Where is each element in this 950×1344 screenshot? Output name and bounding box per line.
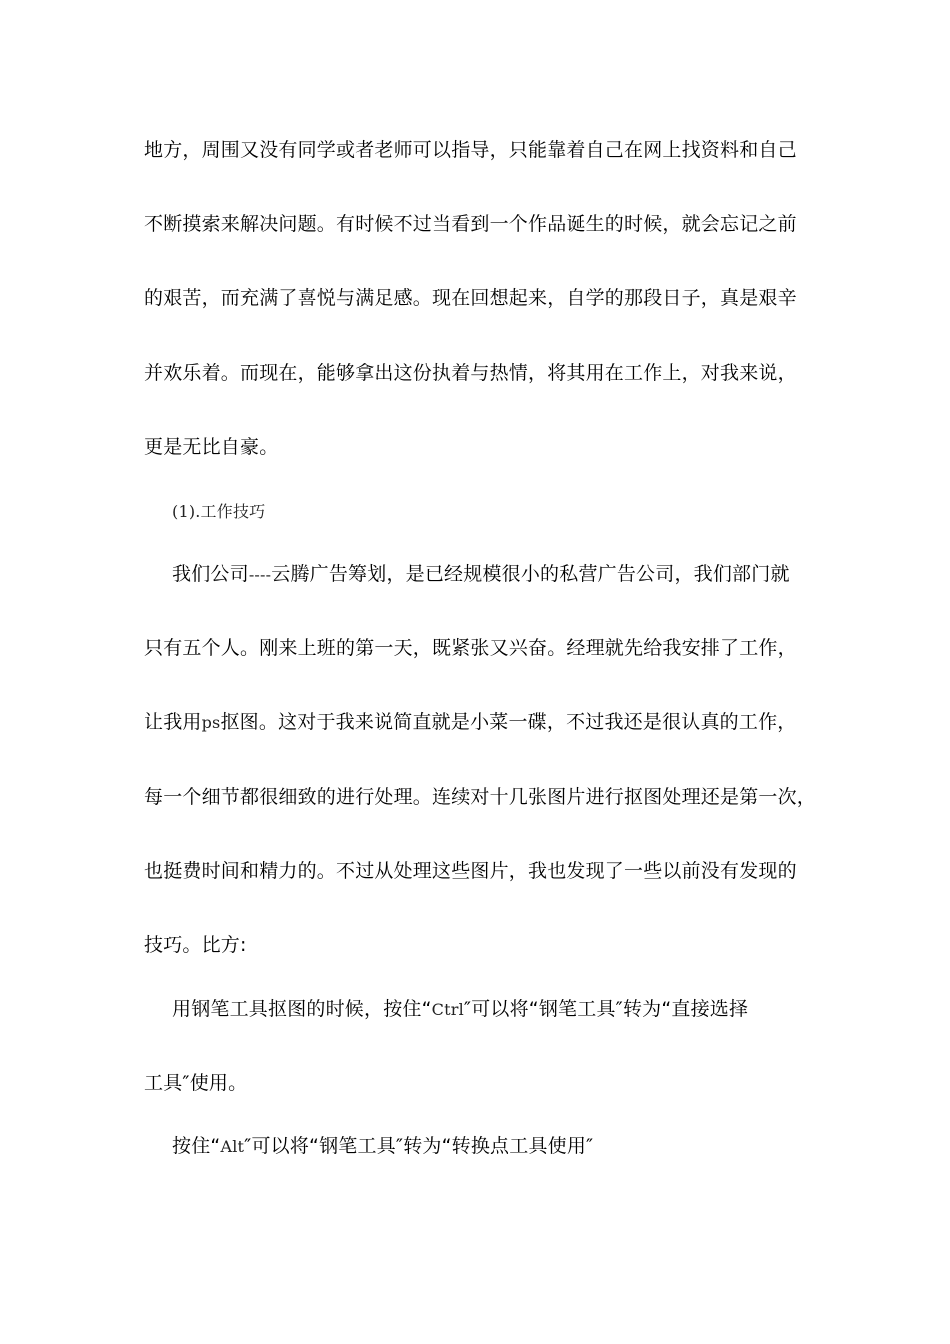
paragraph-4-line-1 [172,1133,852,1160]
paragraph-1-line-5: 更是无比自豪。 [144,436,279,458]
section-heading-text: (1).工作技巧 [172,502,266,521]
paragraph-2-line-3-end: 抠图。这对于我来说简直就是小菜一碟，不过我还是很认真的工作， [220,711,797,733]
paragraph-2-line-1-start: 我们公司 [172,563,249,585]
paragraph-1-line-3: 的艰苦，而充满了喜悦与满足感。现在回想起来，自学的那段日子，真是艰辛 [144,287,797,309]
paragraph-2-line-1-end: 云腾广告筹划，是已经规模很小的私营广告公司，我们部门就 [271,563,790,585]
paragraph-3-line-2: 工具″使用。 [144,1072,248,1094]
paragraph-2-line-4: 每一个细节都很细致的进行处理。连续对十几张图片进行抠图处理还是第一次， [144,786,817,808]
paragraph-3-line-1-end: ″可以将“钢笔工具″转为“直接选择 [463,998,749,1020]
paragraph-1-line-4: 并欢乐着。而现在，能够拿出这份执着与热情，将其用在工作上，对我来说， [144,362,797,384]
section-heading [172,498,852,525]
paragraph-2-line-5: 也挺费时间和精力的。不过从处理这些图片，我也发现了一些以前没有发现的 [144,860,797,882]
paragraph-3-line-1 [172,996,852,1023]
paragraph-1-line-2: 不断摸索来解决问题。有时候不过当看到一个作品诞生的时候，就会忘记之前 [144,213,797,235]
ps-term: ps [201,713,221,732]
paragraph-2-line-6: 技巧。比方: [144,934,247,956]
paragraph-2-line-2: 只有五个人。刚来上班的第一天，既紧张又兴奋。经理就先给我安排了工作， [144,637,797,659]
paragraph-4-start: 按住“ [172,1135,221,1157]
paragraph-3-line-1-start: 用钢笔工具抠图的时候，按住“ [172,998,432,1020]
paragraph-2-line-1 [172,561,852,588]
ctrl-key-term: Ctrl [431,1000,464,1019]
paragraph-2-line-3-start: 让我用 [144,711,202,733]
paragraph-1-line-1: 地方，周围又没有同学或者老师可以指导，只能靠着自己在网上找资料和自己 [144,139,797,161]
alt-key-term: Alt [220,1137,245,1156]
paragraph-2-line-3 [144,709,824,736]
paragraph-4-end: ″可以将“钢笔工具″转为“转换点工具使用″ [244,1135,594,1157]
dash-separator: ---- [248,565,272,584]
